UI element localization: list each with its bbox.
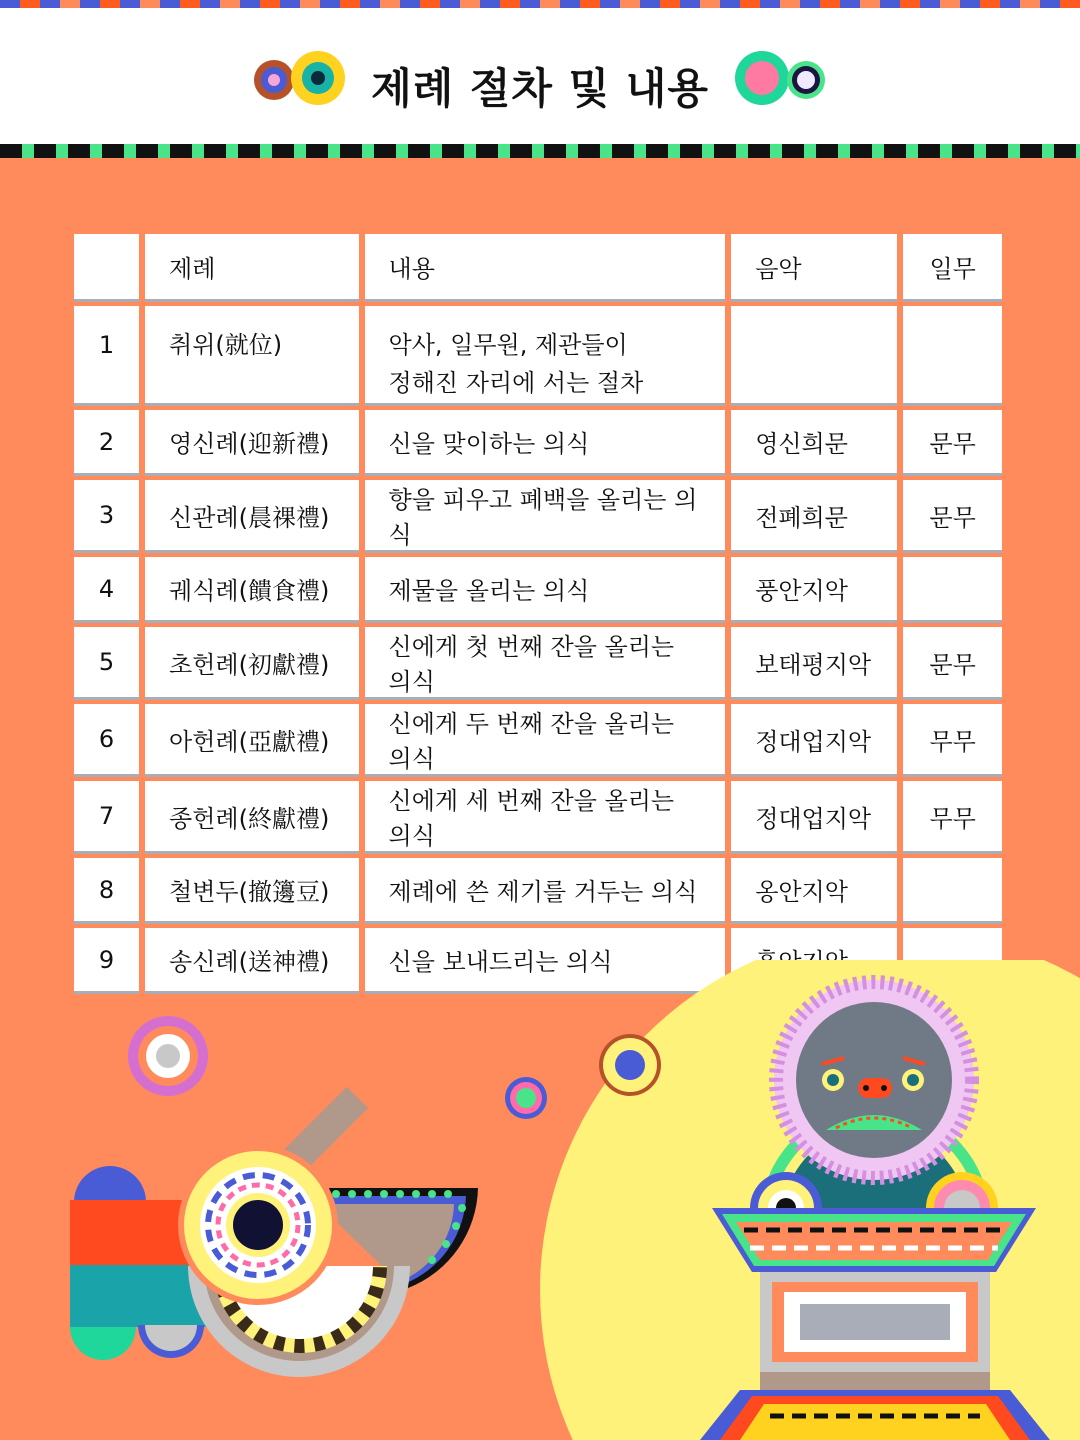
table-row [74, 557, 1002, 623]
table-row [74, 704, 1002, 777]
column-header-number [74, 234, 139, 302]
rite-music: 보태평지악 [731, 627, 897, 700]
row-number: 7 [74, 781, 139, 854]
rite-dance: 문무 [903, 410, 1002, 476]
rite-name: 철변두(撤籩豆) [145, 858, 358, 924]
rite-content: 향을 피우고 폐백을 올리는 의식 [365, 480, 726, 553]
table-header-row [74, 234, 1002, 302]
rite-music: 정대업지악 [731, 704, 897, 777]
ritual-illustration [0, 960, 1080, 1440]
rite-table [68, 230, 1008, 998]
table-row [74, 781, 1002, 854]
row-number: 3 [74, 480, 139, 553]
header [0, 8, 1080, 144]
table-row [74, 627, 1002, 700]
rite-name: 취위(就位) [145, 306, 358, 406]
row-number: 8 [74, 858, 139, 924]
column-header-dance: 일무 [903, 234, 1002, 302]
row-number: 1 [74, 306, 139, 406]
rite-music: 옹안지악 [731, 858, 897, 924]
rite-dance [903, 557, 1002, 623]
column-header-music: 음악 [731, 234, 897, 302]
circles-decoration-icon [734, 48, 830, 108]
rite-content: 제례에 쓴 제기를 거두는 의식 [365, 858, 726, 924]
page-title: 제례 절차 및 내용 [371, 64, 709, 113]
row-number: 2 [74, 410, 139, 476]
column-header-content: 내용 [365, 234, 726, 302]
ring-circle-icon [505, 1077, 547, 1119]
table-row [74, 858, 1002, 924]
rite-name: 초헌례(初獻禮) [145, 627, 358, 700]
ring-circle-icon [599, 1034, 661, 1096]
header-border [0, 144, 1080, 158]
table-row [74, 410, 1002, 476]
rite-content: 제물을 올리는 의식 [365, 557, 726, 623]
rite-name: 궤식례(饋食禮) [145, 557, 358, 623]
rite-dance [903, 306, 1002, 406]
table-row [74, 306, 1002, 406]
rite-content-line: 정해진 자리에 서는 절차 [388, 369, 644, 397]
rite-content [365, 306, 726, 406]
row-number: 9 [74, 928, 139, 994]
rite-music: 정대업지악 [731, 781, 897, 854]
row-number: 5 [74, 627, 139, 700]
column-header-rite: 제례 [145, 234, 358, 302]
rite-content: 신에게 세 번째 잔을 올리는 의식 [365, 781, 726, 854]
rite-content: 신을 맞이하는 의식 [365, 410, 726, 476]
rite-music: 전폐희문 [731, 480, 897, 553]
rite-content: 신에게 첫 번째 잔을 올리는 의식 [365, 627, 726, 700]
row-number: 6 [74, 704, 139, 777]
rite-name: 아헌례(亞獻禮) [145, 704, 358, 777]
rite-music: 풍안지악 [731, 557, 897, 623]
rite-dance [903, 858, 1002, 924]
rite-music: 영신희문 [731, 410, 897, 476]
ritual-vessel-illustration [70, 1087, 478, 1377]
rite-dance: 무무 [903, 781, 1002, 854]
table-row [74, 480, 1002, 553]
rite-name: 송신례(送神禮) [145, 928, 358, 994]
rite-name: 신관례(晨祼禮) [145, 480, 358, 553]
rite-content: 신에게 두 번째 잔을 올리는 의식 [365, 704, 726, 777]
rite-music [731, 306, 897, 406]
rite-name: 종헌례(終獻禮) [145, 781, 358, 854]
rite-table-container [74, 234, 1008, 976]
ring-circle-icon [128, 1016, 208, 1096]
rite-dance: 무무 [903, 704, 1002, 777]
rite-content: 신을 보내드리는 의식 [365, 928, 726, 994]
rite-dance: 문무 [903, 480, 1002, 553]
rite-dance: 문무 [903, 627, 1002, 700]
rite-name: 영신례(迎新禮) [145, 410, 358, 476]
row-number: 4 [74, 557, 139, 623]
rite-content-line: 악사, 일무원, 제관들이 [388, 331, 628, 359]
top-pattern-stripe [0, 0, 1080, 8]
